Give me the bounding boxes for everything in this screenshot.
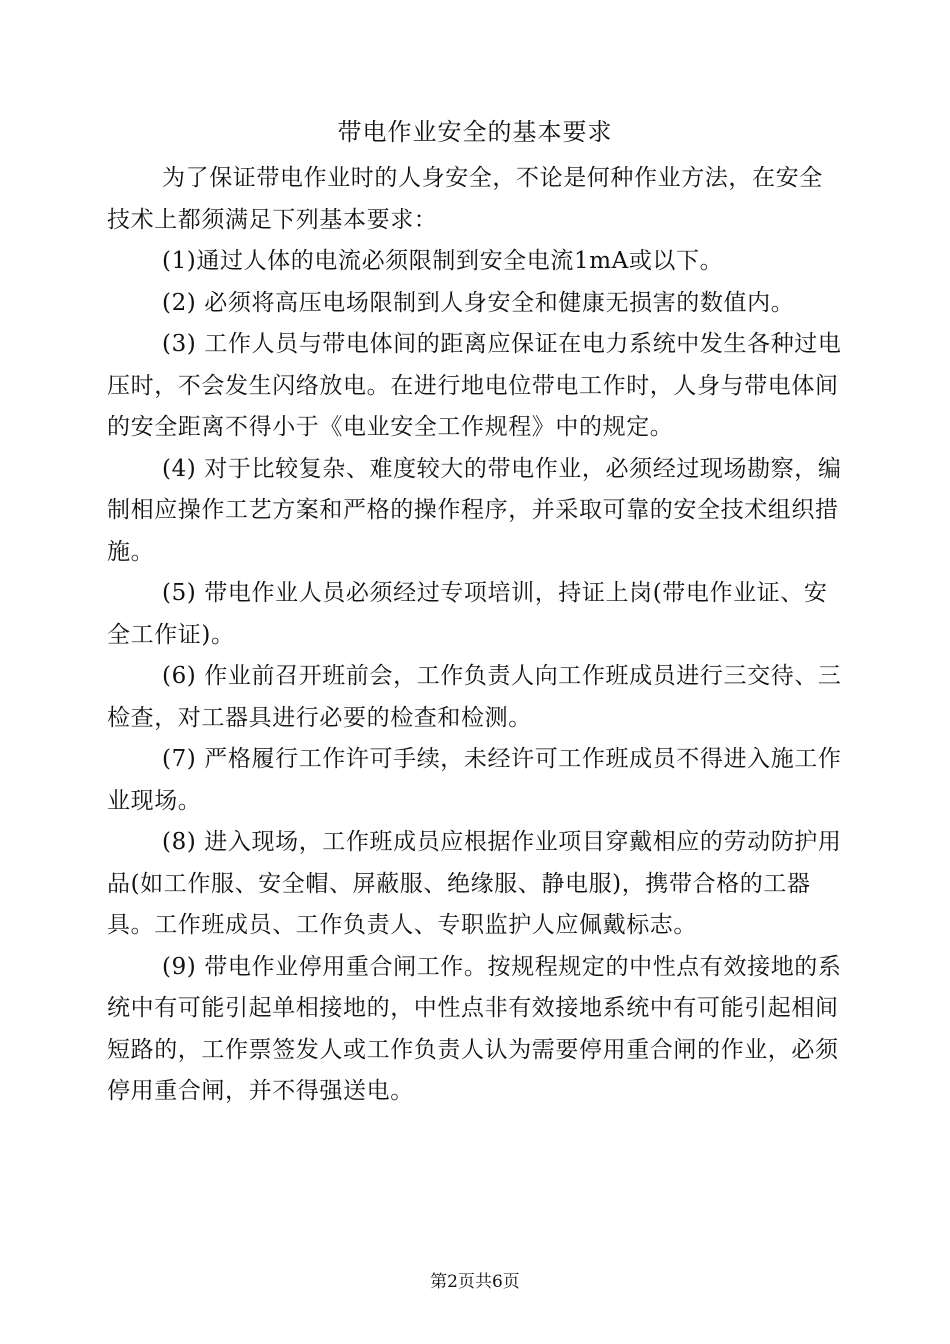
- requirement-3: (3) 工作人员与带电体间的距离应保证在电力系统中发生各种过电压时，不会发生闪络放电。在进行地电位带电工作时，人身与带电体间的安全距离不得小于《电业安全工作规程》中的规定。: [107, 331, 842, 440]
- requirement-1: (1)通过人体的电流必须限制到安全电流1mA或以下。: [162, 248, 724, 274]
- requirement-5: (5) 带电作业人员必须经过专项培训，持证上岗(带电作业证、安全工作证)。: [107, 580, 828, 648]
- requirement-4: (4) 对于比较复杂、难度较大的带电作业，必须经过现场勘察，编制相应操作工艺方案和严格的操作程序，并采取可靠的安全技术组织措施。: [107, 455, 842, 565]
- page-number-footer: 第2页共6页: [430, 1272, 520, 1292]
- requirement-2: (2) 必须将高压电场限制到人身安全和健康无损害的数值内。: [162, 289, 795, 316]
- intro-paragraph: 为了保证带电作业时的人身安全，不论是何种作业方法，在安全技术上都须满足下列基本要求：: [107, 165, 823, 233]
- requirement-7: (7) 严格履行工作许可手续，未经许可工作班成员不得进入施工作业现场。: [107, 746, 842, 814]
- requirement-8: (8) 进入现场，工作班成员应根据作业项目穿戴相应的劳动防护用品(如工作服、安全帽、屏蔽服、绝缘服、静电服)，携带合格的工器具。工作班成员、工作负责人、专职监护人应佩戴标志。: [107, 829, 842, 938]
- requirement-6: (6) 作业前召开班前会，工作负责人向工作班成员进行三交待、三检查，对工器具进行必要的检查和检测。: [107, 663, 842, 731]
- requirement-9: (9) 带电作业停用重合闸工作。按规程规定的中性点有效接地的系统中有可能引起单相接地的，中性点非有效接地系统中有可能引起相间短路的，工作票签发人或工作负责人认为需要停用重合闸的作业，必须停用重合闸，并不得强送电。: [107, 953, 842, 1104]
- document-body: [107, 158, 845, 1113]
- page-title: 带电作业安全的基本要求: [337, 118, 613, 146]
